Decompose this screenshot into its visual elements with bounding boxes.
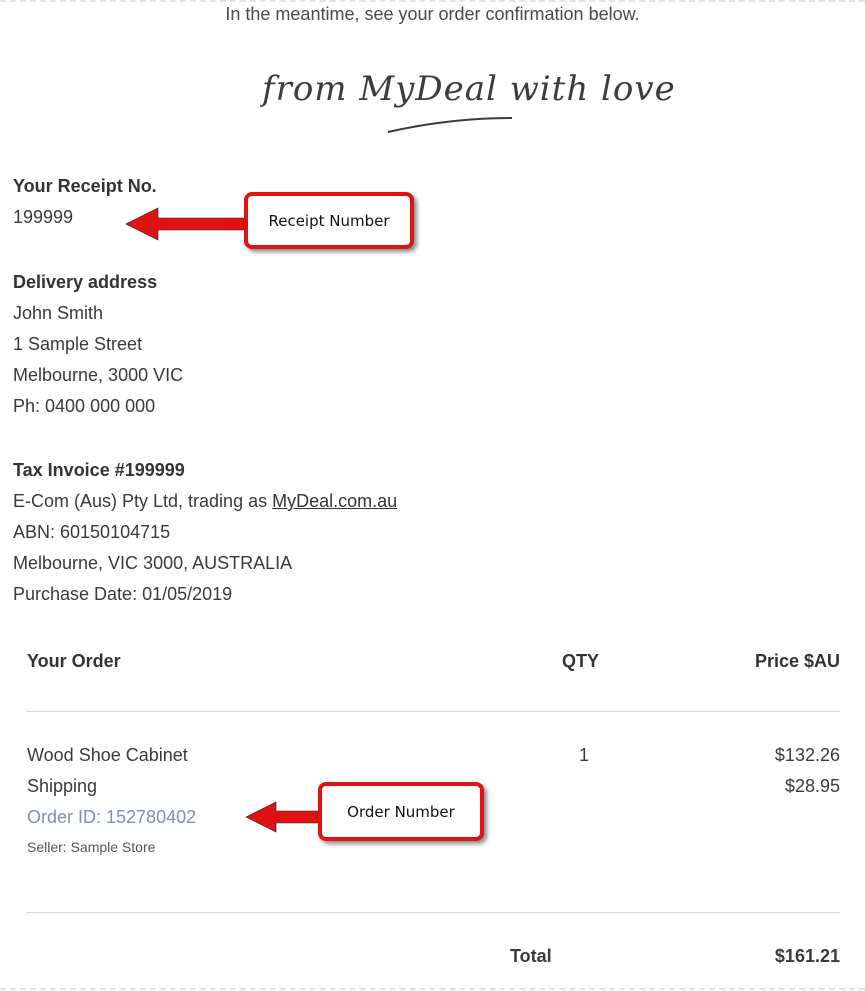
order-column-header-price: Price $AU	[754, 651, 840, 671]
company-line	[13, 486, 397, 517]
company-location: Melbourne, VIC 3000, AUSTRALIA	[13, 553, 293, 573]
item-price: $132.26	[774, 745, 840, 765]
shipping-price: $28.95	[784, 776, 840, 796]
logo-text: from MyDeal with love	[262, 69, 676, 109]
company-prefix: E-Com (Aus) Pty Ltd, trading as	[13, 491, 273, 511]
order-divider-top	[27, 711, 840, 712]
bottom-dashed-border	[0, 988, 865, 990]
abn: ABN: 60150104715	[13, 522, 171, 542]
receipt-arrow-icon	[122, 204, 250, 244]
tax-invoice-heading: Tax Invoice #199999	[13, 460, 185, 480]
total-label: Total	[510, 946, 552, 966]
receipt-number-callout	[244, 192, 414, 249]
top-dashed-border	[0, 0, 865, 2]
purchase-date: Purchase Date: 01/05/2019	[13, 584, 233, 604]
delivery-address-section	[13, 267, 183, 422]
mydeal-link[interactable]: MyDeal.com.au	[272, 491, 398, 511]
order-id: Order ID: 152780402	[27, 807, 197, 827]
order-number-callout	[318, 782, 484, 841]
intro-text: In the meantime, see your order confirmation below.	[225, 4, 640, 24]
tax-invoice-section	[13, 455, 397, 610]
receipt-number: 199999	[13, 207, 74, 227]
delivery-city: Melbourne, 3000 VIC	[13, 365, 184, 385]
delivery-heading: Delivery address	[13, 272, 158, 292]
order-arrow-icon	[242, 798, 330, 836]
mydeal-logo	[250, 60, 676, 140]
receipt-heading: Your Receipt No.	[13, 176, 157, 196]
receipt-callout-label: Receipt Number	[268, 211, 390, 230]
order-column-header-item: Your Order	[27, 651, 121, 671]
order-callout-label: Order Number	[347, 802, 455, 821]
shipping-label: Shipping	[27, 776, 98, 796]
order-divider-bottom	[27, 912, 840, 913]
total-value: $161.21	[774, 946, 840, 966]
order-column-header-qty: QTY	[562, 651, 600, 671]
delivery-street: 1 Sample Street	[13, 334, 143, 354]
logo-swoosh	[388, 118, 512, 132]
seller-name: Seller: Sample Store	[27, 839, 156, 855]
item-name: Wood Shoe Cabinet	[27, 745, 188, 765]
delivery-name: John Smith	[13, 303, 104, 323]
delivery-phone: Ph: 0400 000 000	[13, 396, 156, 416]
item-qty: 1	[579, 745, 590, 765]
